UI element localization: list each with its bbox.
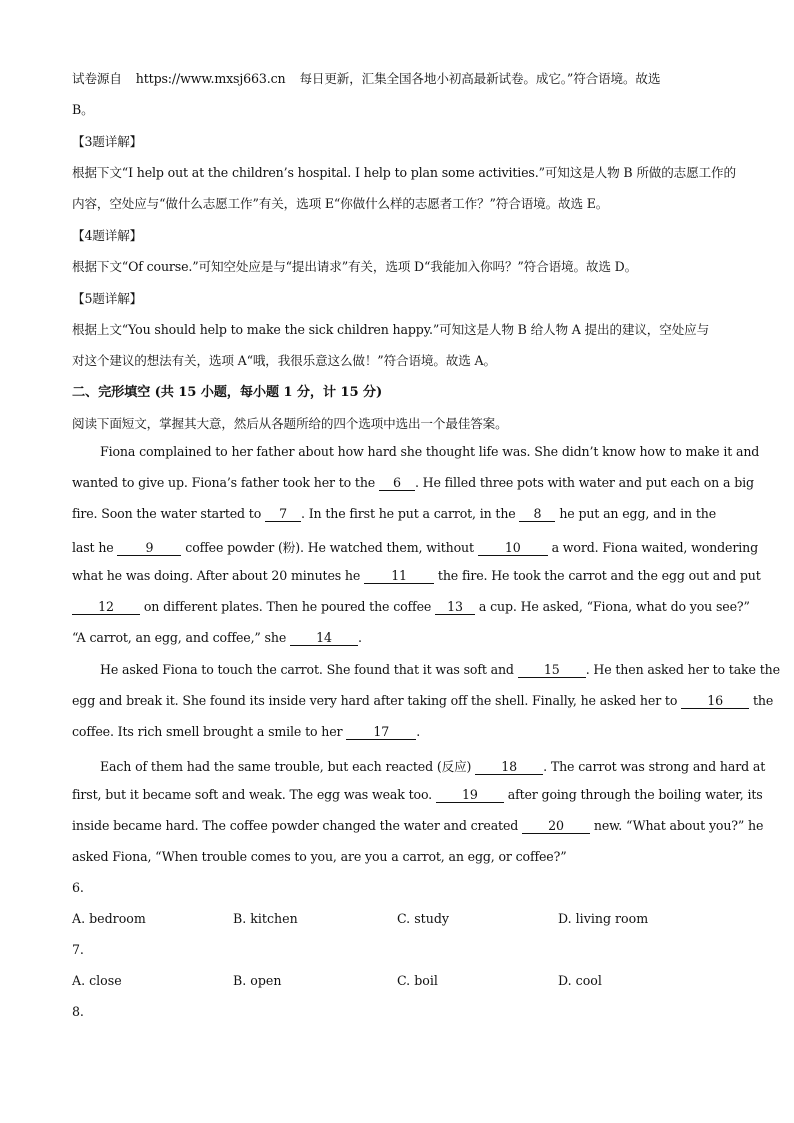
- explanation-3-title: 【3题详解】: [72, 134, 143, 149]
- option-7a[interactable]: A. close: [72, 973, 122, 988]
- blank-8[interactable]: 8: [519, 507, 555, 522]
- blank-19[interactable]: 19: [436, 788, 504, 803]
- passage-line: [100, 756, 765, 775]
- explanation-3-line-2: 内容，空处应与“做什么志愿工作”有关，选项 E“你做什么样的志愿者工作？”符合语境。故选 E。: [72, 196, 609, 211]
- passage-text: . He filled three pots with water and put each on a big: [414, 475, 754, 490]
- blank-17[interactable]: 17: [346, 725, 416, 740]
- passage-line: [72, 693, 773, 709]
- passage-text: after going through the boiling water, its: [503, 787, 763, 802]
- passage-line: [72, 568, 761, 584]
- explanation-4-title: 【4题详解】: [72, 228, 143, 243]
- passage-text: coffee powder (粉). He watched them, without: [181, 540, 478, 555]
- passage-text: He asked Fiona to touch the carrot. She found that it was soft and: [100, 662, 518, 677]
- passage-text: . He then asked her to take the: [585, 662, 780, 677]
- explanation-5-title: 【5题详解】: [72, 291, 143, 306]
- passage-line: [72, 818, 763, 834]
- blank-13[interactable]: 13: [435, 600, 475, 615]
- passage-line: [72, 506, 716, 522]
- passage-text: the: [749, 693, 774, 708]
- blank-18[interactable]: 18: [475, 760, 543, 775]
- passage-text: a cup. He asked, “Fiona, what do you see?”: [475, 599, 750, 614]
- passage-line: [72, 537, 758, 556]
- section-heading: 二、完形填空 (共 15 小题，每小题 1 分，计 15 分): [72, 385, 383, 400]
- passage-line: asked Fiona, “When trouble comes to you, are you a carrot, an egg, or coffee?”: [72, 849, 567, 864]
- explanation-4-line-1: 根据下文“Of course.”可知空处应是与“提出请求”有关，选项 D“我能加入你吗？”符合语境。故选 D。: [72, 259, 638, 274]
- passage-line: [72, 599, 750, 615]
- blank-7[interactable]: 7: [265, 507, 301, 522]
- passage-line: [72, 630, 362, 646]
- option-7d[interactable]: D. cool: [558, 973, 602, 988]
- passage-line: [72, 475, 754, 491]
- option-6a[interactable]: A. bedroom: [72, 911, 146, 926]
- question-number-7: 7.: [72, 942, 84, 957]
- passage-text: fire. Soon the water started to: [72, 506, 266, 521]
- passage-text: inside became hard. The coffee powder changed the water and created: [72, 818, 523, 833]
- passage-text: . In the first he put a carrot, in the: [301, 506, 520, 521]
- passage-text: “A carrot, an egg, and coffee,” she: [72, 630, 290, 645]
- blank-6[interactable]: 6: [379, 476, 415, 491]
- option-7c[interactable]: C. boil: [397, 973, 438, 988]
- passage-line: [72, 787, 763, 803]
- source-line: [72, 68, 660, 87]
- passage-text: .: [358, 630, 362, 645]
- passage-text: new. “What about you?” he: [590, 818, 764, 833]
- blank-16[interactable]: 16: [681, 694, 749, 709]
- question-number-8: 8.: [72, 1004, 84, 1019]
- passage-text: first, but it became soft and weak. The egg was weak too.: [72, 787, 436, 802]
- option-7b[interactable]: B. open: [233, 973, 282, 988]
- blank-20[interactable]: 20: [522, 819, 590, 834]
- passage-text: what he was doing. After about 20 minutes he: [72, 568, 365, 583]
- question-number-6: 6.: [72, 880, 84, 895]
- passage-text: wanted to give up. Fiona’s father took her to the: [72, 475, 379, 490]
- passage-text: he put an egg, and in the: [555, 506, 717, 521]
- source-url[interactable]: https://www.mxsj663.cn: [135, 71, 286, 86]
- section-instruction: 阅读下面短文，掌握其大意，然后从各题所给的四个选项中选出一个最佳答案。: [72, 416, 508, 431]
- passage-line: [72, 724, 420, 740]
- option-6d[interactable]: D. living room: [558, 911, 649, 926]
- blank-12[interactable]: 12: [72, 600, 140, 615]
- explanation-5-line-2: 对这个建议的想法有关，选项 A“哦，我很乐意这么做！”符合语境。故选 A。: [72, 353, 496, 368]
- source-trail: 成它。”符合语境。故选: [535, 71, 661, 86]
- explanation-3-line-1: 根据下文“I help out at the children’s hospital. I help to plan some activities.”可知这是人物 B 所做的志愿工作的: [72, 165, 736, 180]
- source-tagline: 每日更新，汇集全国各地小初高最新试卷。: [299, 71, 536, 86]
- passage-text: egg and break it. She found its inside very hard after taking off the shell. Finally, he asked her to: [72, 693, 682, 708]
- passage-text: the fire. He took the carrot and the egg out and put: [434, 568, 761, 583]
- source-label: 试卷源自: [72, 71, 122, 86]
- blank-14[interactable]: 14: [290, 631, 358, 646]
- passage-text: last he: [72, 540, 118, 555]
- passage-text: a word. Fiona waited, wondering: [547, 540, 758, 555]
- passage-text: Each of them had the same trouble, but each reacted (反应): [100, 759, 476, 774]
- passage-line: [100, 662, 780, 678]
- passage-text: on different plates. Then he poured the coffee: [140, 599, 436, 614]
- passage-text: . The carrot was strong and hard at: [543, 759, 766, 774]
- option-6c[interactable]: C. study: [397, 911, 450, 926]
- passage-line: Fiona complained to her father about how hard she thought life was. She didn’t know how to make it and: [100, 444, 760, 459]
- explanation-5-line-1: 根据上文“You should help to make the sick children happy.”可知这是人物 B 给人物 A 提出的建议，空处应与: [72, 322, 710, 337]
- blank-9[interactable]: 9: [117, 541, 181, 556]
- blank-10[interactable]: 10: [478, 541, 548, 556]
- option-6b[interactable]: B. kitchen: [233, 911, 298, 926]
- blank-15[interactable]: 15: [518, 663, 586, 678]
- passage-text: .: [416, 724, 421, 739]
- passage-text: coffee. Its rich smell brought a smile to her: [72, 724, 347, 739]
- answer-continuation: B。: [72, 102, 94, 117]
- blank-11[interactable]: 11: [364, 569, 434, 584]
